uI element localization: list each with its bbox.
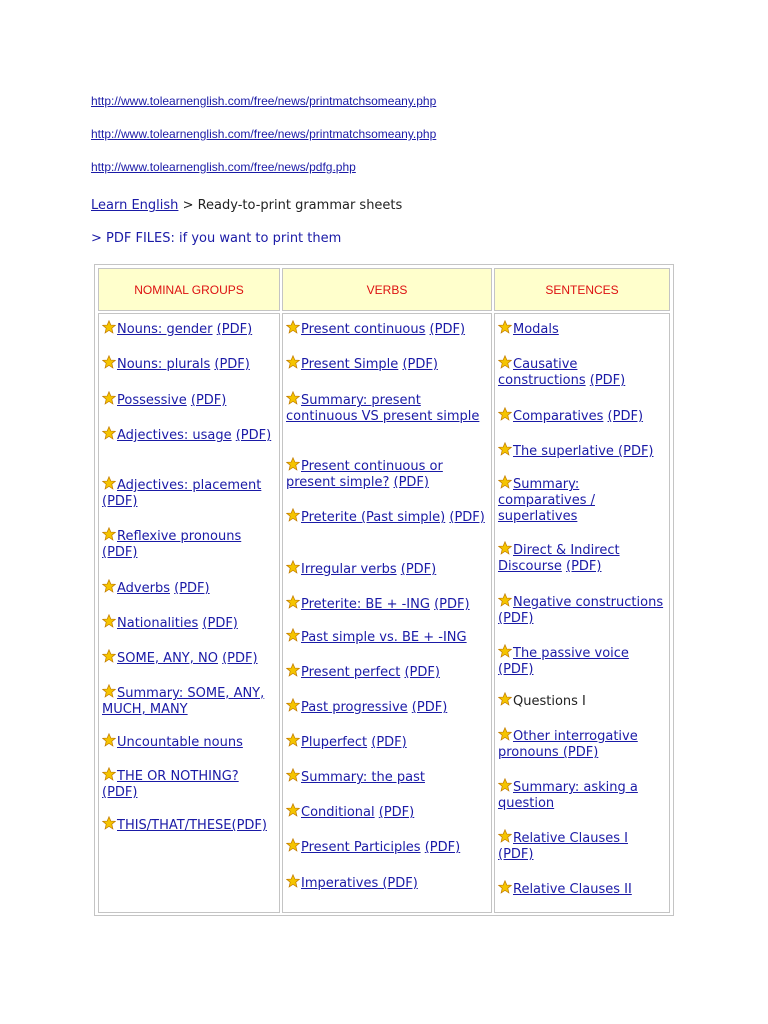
star-icon — [498, 320, 512, 334]
list-item — [498, 475, 667, 525]
topic-link[interactable]: Adverbs — [117, 581, 170, 596]
list-item — [102, 579, 277, 597]
topic-link[interactable]: Summary: SOME, ANY, MUCH, MANY — [102, 686, 265, 717]
list-item — [286, 320, 489, 338]
list-item — [498, 692, 667, 710]
star-icon — [498, 541, 512, 555]
topic-link[interactable]: Modals — [513, 322, 559, 337]
star-icon — [286, 698, 300, 712]
star-icon — [286, 457, 300, 471]
pdf-link[interactable]: (PDF) — [202, 616, 238, 631]
pdf-link[interactable]: (PDF) — [371, 735, 407, 750]
star-icon — [498, 475, 512, 489]
topic-link[interactable]: Past progressive — [301, 700, 408, 715]
pdf-link[interactable]: (PDF) — [404, 665, 440, 680]
list-item — [102, 527, 277, 561]
list-item — [286, 628, 489, 646]
topic-link[interactable]: Adjectives: placement — [117, 478, 262, 493]
list-item — [498, 541, 667, 575]
url-link-2[interactable]: http://www.tolearnenglish.com/free/news/printmatchsomeany.php — [91, 127, 437, 141]
pdf-link[interactable]: (PDF) — [400, 562, 437, 577]
star-icon — [102, 649, 116, 663]
header-sentences: SENTENCES — [494, 268, 670, 311]
pdf-link[interactable]: (PDF) — [589, 373, 626, 388]
pdf-link[interactable]: (PDF) — [222, 651, 258, 666]
topic-link[interactable]: SOME, ANY, NO — [117, 651, 218, 666]
list-item — [102, 355, 277, 373]
list-item — [286, 355, 489, 373]
star-icon — [498, 644, 512, 658]
list-item — [498, 442, 667, 460]
topic-link[interactable]: Conditional — [301, 805, 375, 820]
topic-link[interactable]: Negative constructions (PDF) — [498, 595, 664, 626]
list-item — [102, 733, 277, 751]
star-icon — [498, 880, 512, 894]
star-icon — [286, 355, 300, 369]
star-icon — [498, 778, 512, 792]
star-icon — [286, 768, 300, 782]
url-link-3[interactable]: http://www.tolearnenglish.com/free/news/pdfg.php — [91, 160, 356, 174]
list-item — [102, 426, 277, 444]
topic-link[interactable]: Present continuous — [301, 322, 426, 337]
list-item — [286, 663, 489, 681]
star-icon — [498, 727, 512, 741]
pdf-link[interactable]: (PDF) — [449, 510, 485, 525]
topic-link[interactable]: Relative Clauses I — [513, 831, 628, 846]
star-icon — [102, 579, 116, 593]
star-icon — [102, 733, 116, 747]
star-icon — [102, 391, 116, 405]
list-item — [286, 560, 489, 578]
topic-link[interactable]: Pluperfect — [301, 735, 368, 750]
star-icon — [286, 733, 300, 747]
pdf-link[interactable]: (PDF) — [434, 597, 470, 612]
breadcrumb — [91, 198, 402, 213]
list-item — [286, 803, 489, 821]
topic-link[interactable]: Summary: asking a question — [498, 780, 638, 811]
grammar-table — [94, 264, 674, 916]
list-item — [102, 649, 277, 667]
topic-link[interactable]: Present Simple — [301, 357, 399, 372]
star-icon — [286, 560, 300, 574]
list-item — [102, 684, 277, 718]
topic-link[interactable]: Summary: the past — [301, 770, 425, 785]
pdf-link[interactable]: (PDF) — [393, 475, 429, 490]
topic-link[interactable]: Reflexive pronouns — [117, 529, 242, 544]
star-icon — [286, 874, 300, 888]
pdf-link[interactable]: (PDF) — [190, 393, 227, 408]
topic-link[interactable]: Irregular verbs — [301, 562, 397, 577]
topic-link[interactable]: Nationalities — [117, 616, 199, 631]
star-icon — [286, 508, 300, 522]
topic-link[interactable]: Summary: comparatives / superlatives — [498, 477, 595, 524]
topic-link[interactable]: Present perfect — [301, 665, 401, 680]
url-link-1[interactable]: http://www.tolearnenglish.com/free/news/printmatchsomeany.php — [91, 94, 437, 108]
list-item — [286, 768, 489, 786]
list-item — [286, 391, 489, 425]
topic-link[interactable]: THE OR NOTHING? — [117, 769, 239, 784]
list-item — [498, 778, 667, 812]
topic-link[interactable]: Imperatives (PDF) — [301, 876, 418, 891]
topic-link[interactable]: Uncountable nouns — [117, 735, 243, 750]
star-icon — [498, 692, 512, 706]
star-icon — [102, 767, 116, 781]
star-icon — [102, 527, 116, 541]
star-icon — [102, 816, 116, 830]
star-icon — [102, 320, 116, 334]
pdf-link[interactable]: (PDF) — [498, 847, 534, 862]
topic-link[interactable]: Preterite: BE + -ING — [301, 597, 430, 612]
star-icon — [102, 476, 116, 490]
topic-link[interactable]: Preterite (Past simple) — [301, 510, 446, 525]
topic-link[interactable]: Present continuous or present simple? — [286, 459, 443, 490]
list-item — [498, 593, 667, 627]
topic-link[interactable]: Comparatives — [513, 409, 604, 424]
star-icon — [286, 595, 300, 609]
topic-link[interactable]: Past simple vs. BE + -ING — [301, 630, 467, 645]
topic-link[interactable]: Causative constructions — [498, 357, 586, 388]
list-item — [286, 733, 489, 751]
topic-link[interactable]: Nouns: gender — [117, 322, 213, 337]
topic-link[interactable]: Present Participles — [301, 840, 421, 855]
pdf-link[interactable]: (PDF) — [429, 322, 466, 337]
star-icon — [286, 320, 300, 334]
list-item — [286, 838, 489, 856]
star-icon — [102, 355, 116, 369]
list-item — [286, 698, 489, 716]
list-item — [498, 880, 667, 898]
topic-link[interactable]: The superlative (PDF) — [513, 444, 654, 459]
star-icon — [498, 829, 512, 843]
header-verbs: VERBS — [282, 268, 492, 311]
pdf-link[interactable]: (PDF) — [214, 357, 250, 372]
list-item — [286, 874, 489, 892]
column-sentences — [494, 313, 670, 913]
star-icon — [498, 442, 512, 456]
list-item — [498, 320, 667, 338]
list-item — [102, 476, 277, 510]
topic-link[interactable]: Possessive — [117, 393, 187, 408]
pdf-link[interactable]: (PDF) — [498, 662, 534, 677]
topic-link[interactable]: The passive voice — [513, 646, 629, 661]
list-item — [498, 644, 667, 678]
pdf-link[interactable]: (PDF) — [411, 700, 448, 715]
pdf-link[interactable]: (PDF) — [402, 357, 438, 372]
star-icon — [286, 391, 300, 405]
topic-link[interactable]: Other interrogative pronouns (PDF) — [498, 729, 638, 760]
pdf-files-note: > PDF FILES: if you want to print them — [91, 231, 342, 246]
topic-link[interactable]: Adjectives: usage — [117, 428, 232, 443]
topic-link[interactable]: Nouns: plurals — [117, 357, 211, 372]
pdf-link[interactable]: (PDF) — [216, 322, 253, 337]
list-item — [102, 816, 277, 834]
pdf-link[interactable]: (PDF) — [424, 840, 461, 855]
topic-link[interactable]: THIS/THAT/THESE(PDF) — [117, 818, 267, 833]
star-icon — [102, 614, 116, 628]
pdf-link[interactable]: (PDF) — [102, 545, 138, 560]
list-item — [102, 614, 277, 632]
pdf-link[interactable]: (PDF) — [235, 428, 272, 443]
list-item — [498, 407, 667, 425]
column-verbs — [282, 313, 492, 913]
pdf-link[interactable]: (PDF) — [102, 785, 138, 800]
column-nominal-groups — [98, 313, 280, 913]
star-icon — [286, 628, 300, 642]
breadcrumb-separator: > — [182, 198, 194, 213]
list-item — [286, 508, 489, 526]
learn-english-link[interactable]: Learn English — [91, 198, 179, 213]
list-item — [102, 767, 277, 801]
header-nominal-groups: NOMINAL GROUPS — [98, 268, 280, 311]
pdf-link[interactable]: (PDF) — [174, 581, 210, 596]
pdf-link[interactable]: (PDF) — [566, 559, 602, 574]
list-item — [102, 320, 277, 338]
topic-link[interactable]: Relative Clauses II — [513, 882, 632, 897]
list-item — [102, 391, 277, 409]
list-item — [286, 595, 489, 613]
pdf-link[interactable]: (PDF) — [378, 805, 415, 820]
list-item — [498, 727, 667, 761]
topic-link[interactable]: Summary: present continuous VS present simple — [286, 393, 480, 424]
list-item — [498, 355, 667, 389]
star-icon — [102, 426, 116, 440]
star-icon — [102, 684, 116, 698]
star-icon — [498, 407, 512, 421]
star-icon — [286, 663, 300, 677]
star-icon — [498, 355, 512, 369]
star-icon — [498, 593, 512, 607]
topic-link: Questions I — [513, 694, 586, 709]
list-item — [286, 457, 489, 491]
topic-link[interactable]: Direct & Indirect Discourse — [498, 543, 620, 574]
pdf-link[interactable]: (PDF) — [607, 409, 644, 424]
star-icon — [286, 803, 300, 817]
list-item — [498, 829, 667, 863]
star-icon — [286, 838, 300, 852]
pdf-link[interactable]: (PDF) — [102, 494, 138, 509]
breadcrumb-current: Ready-to-print grammar sheets — [197, 198, 403, 213]
